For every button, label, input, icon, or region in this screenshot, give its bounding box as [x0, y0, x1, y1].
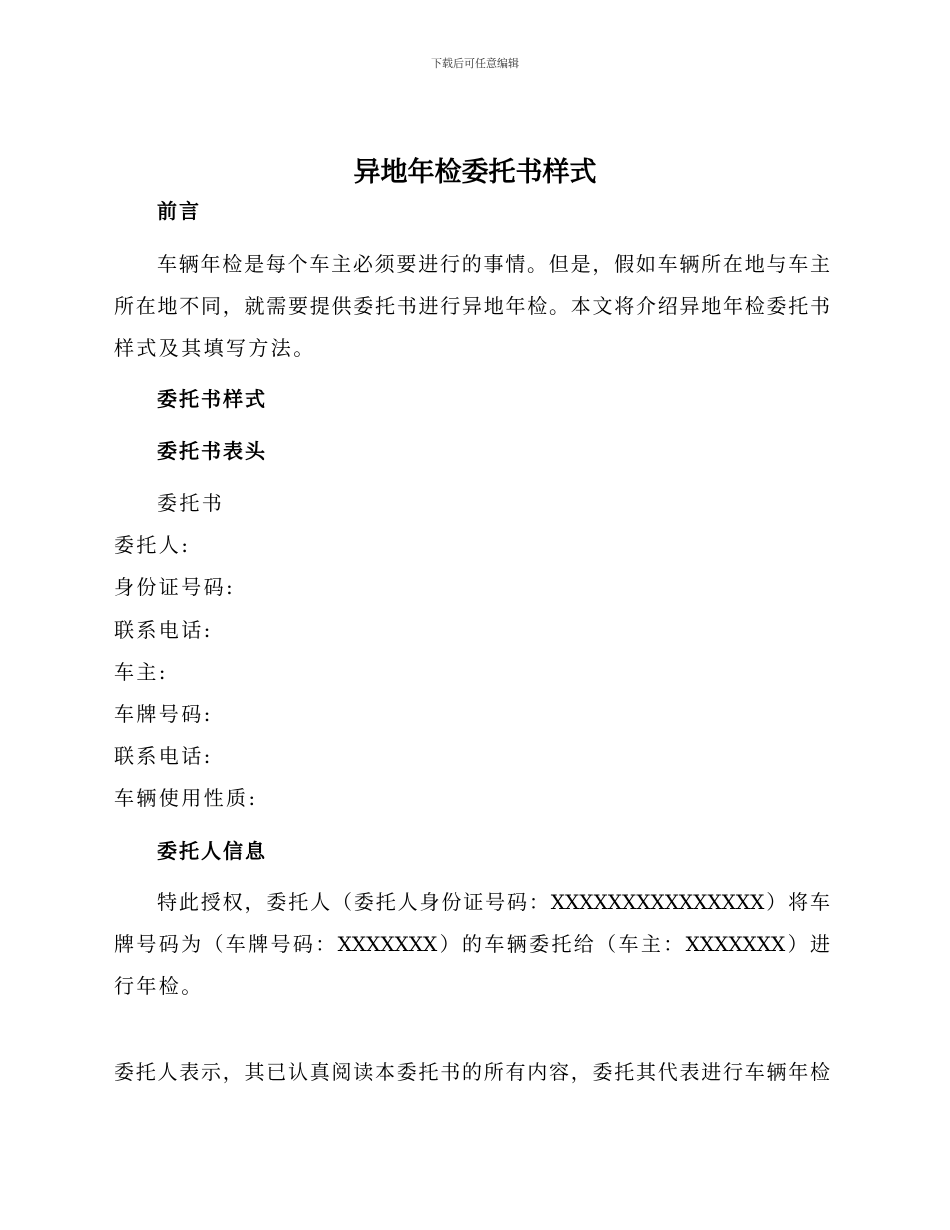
form-field-phone-2: 联系电话:	[114, 744, 213, 768]
section-info-heading: 委托人信息	[157, 839, 267, 863]
preface-line-3: 样式及其填写方法。	[114, 336, 316, 360]
document-title: 异地年检委托书样式	[353, 157, 597, 188]
authorization-line-3: 行年检。	[114, 974, 204, 998]
preface-line-1: 车辆年检是每个车主必须要进行的事情。但是，假如车辆所在地与车主	[157, 252, 830, 276]
section-style-heading: 委托书样式	[157, 387, 267, 411]
authorization-line-1: 特此授权，委托人（委托人身份证号码：XXXXXXXXXXXXXXX）将车	[157, 890, 830, 914]
form-field-phone: 联系电话:	[114, 618, 213, 642]
form-title: 委托书	[157, 491, 225, 515]
section-header-heading: 委托书表头	[157, 439, 267, 463]
declaration-line: 委托人表示，其已认真阅读本委托书的所有内容，委托其代表进行车辆年检	[114, 1060, 830, 1084]
form-field-plate-number: 车牌号码:	[114, 702, 213, 726]
page-header-note: 下载后可任意编辑	[431, 57, 519, 70]
form-field-id-number: 身份证号码:	[114, 575, 236, 599]
preface-line-2: 所在地不同，就需要提供委托书进行异地年检。本文将介绍异地年检委托书	[114, 294, 830, 318]
form-field-owner: 车主:	[114, 660, 168, 684]
form-field-entrustor: 委托人:	[114, 533, 191, 557]
preface-heading: 前言	[157, 199, 201, 223]
form-field-usage-type: 车辆使用性质:	[114, 786, 258, 810]
authorization-line-2: 牌号码为（车牌号码：XXXXXXX）的车辆委托给（车主：XXXXXXX）进	[114, 932, 830, 956]
